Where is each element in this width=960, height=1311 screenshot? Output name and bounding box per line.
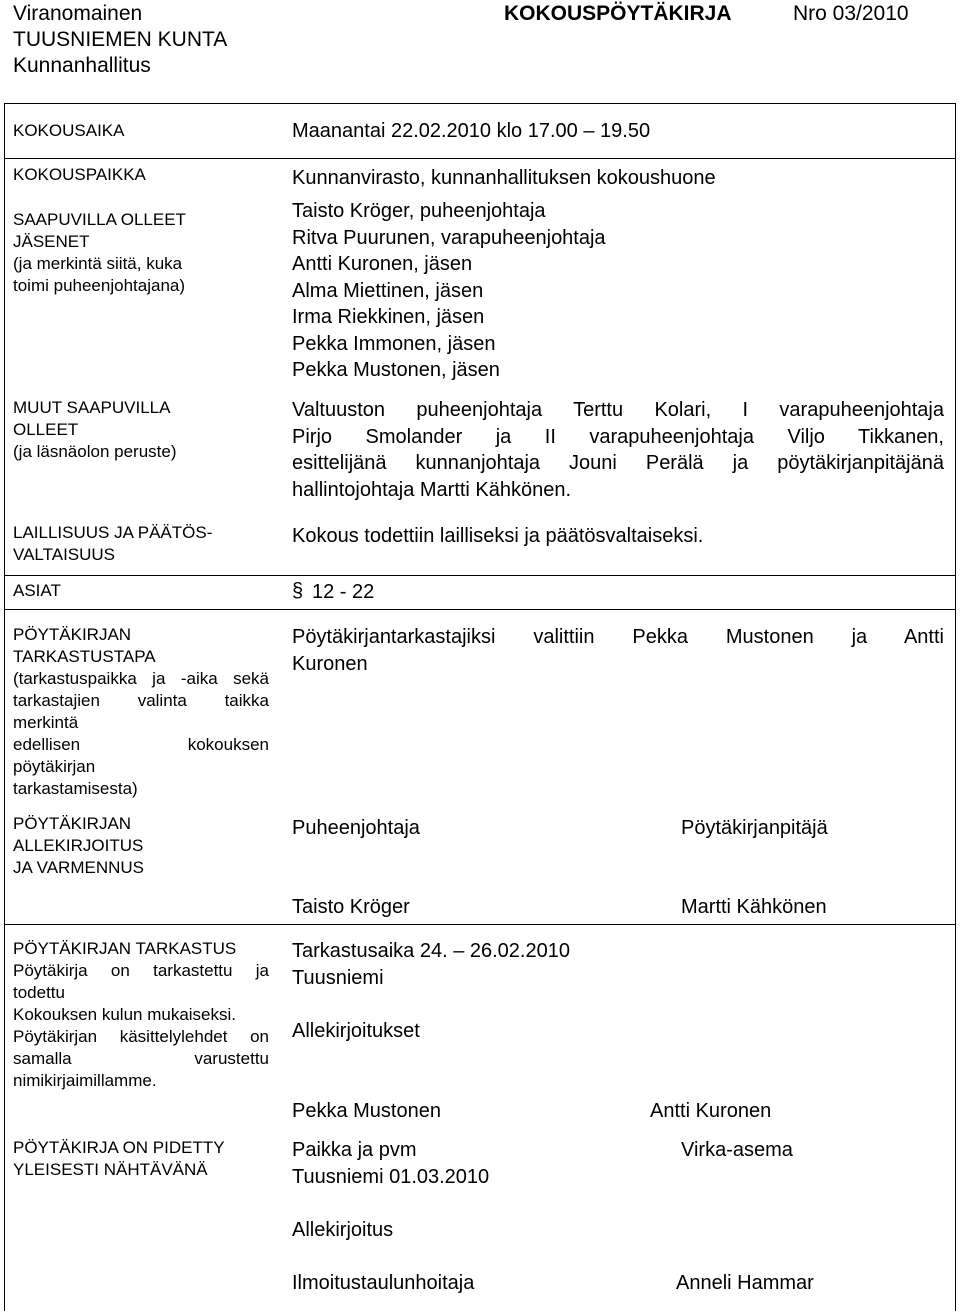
public-display-label-line: YLEISESTI NÄHTÄVÄNÄ xyxy=(13,1160,208,1179)
member-item: Alma Miettinen, jäsen xyxy=(292,279,484,302)
member-item: Ritva Puurunen, varapuheenjohtaja xyxy=(292,226,606,249)
position-label: Virka-asema xyxy=(681,1139,793,1161)
chair-name: Taisto Kröger xyxy=(292,896,410,918)
reviewer-2-name: Antti Kuronen xyxy=(650,1100,772,1122)
review-method-text-line: Kuronen xyxy=(292,652,368,675)
signature-label: Allekirjoitus xyxy=(292,1219,394,1241)
secretary-name: Martti Kähkönen xyxy=(681,896,827,918)
member-item: Antti Kuronen, jäsen xyxy=(292,253,473,275)
others-label-line: (ja läsnäolon peruste) xyxy=(13,442,177,461)
members-label xyxy=(13,209,186,297)
others-label xyxy=(13,397,176,463)
meeting-time-value: Maanantai 22.02.2010 klo 17.00 – 19.50 xyxy=(292,120,651,142)
others-text-line: esittelijänä kunnanjohtaja Jouni Perälä ja pöytäkirjanpitäjänä xyxy=(292,452,944,474)
member-item: Pekka Mustonen, jäsen xyxy=(292,359,500,381)
place-date-value: Tuusniemi 01.03.2010 xyxy=(292,1166,490,1188)
meeting-time-label: KOKOUSAIKA xyxy=(13,121,125,140)
legality-label xyxy=(13,522,212,566)
review-method-label-line: tarkastamisesta) xyxy=(13,779,138,798)
signing-label-line: JA VARMENNUS xyxy=(13,858,144,877)
board-keeper-title: Ilmoitustaulunhoitaja xyxy=(292,1272,475,1294)
board-name: Kunnanhallitus xyxy=(13,54,151,77)
review-label-line: Kokouksen kulun mukaiseksi. xyxy=(13,1005,237,1024)
review-method-label-line: tarkastajien valinta taikka xyxy=(13,691,269,710)
member-item: Irma Riekkinen, jäsen xyxy=(292,306,485,328)
members-label-line: SAAPUVILLA OLLEET xyxy=(13,210,186,229)
divider-items xyxy=(4,609,956,610)
member-item: Taisto Kröger, puheenjohtaja xyxy=(292,200,546,222)
others-text-line: hallintojohtaja Martti Kähkönen. xyxy=(292,478,572,501)
signing-label-line: ALLEKIRJOITUS xyxy=(13,836,144,855)
others-label-line: OLLEET xyxy=(13,420,79,439)
divider-time xyxy=(4,158,956,159)
place-date-label: Paikka ja pvm xyxy=(292,1139,417,1161)
document-type: KOKOUSPÖYTÄKIRJA xyxy=(504,2,732,25)
others-label-line: MUUT SAAPUVILLA xyxy=(13,398,171,417)
review-time: Tarkastusaika 24. – 26.02.2010 xyxy=(292,940,570,962)
review-method-label-line: PÖYTÄKIRJAN xyxy=(13,625,132,644)
members-label-line: toimi puheenjohtajana) xyxy=(13,276,186,295)
review-label-line: samalla varustettu xyxy=(13,1049,269,1068)
signatures-label: Allekirjoitukset xyxy=(292,1020,420,1042)
others-text-line: Valtuuston puheenjohtaja Terttu Kolari, I varapuheenjohtaja xyxy=(292,399,944,421)
review-method-label-line: TARKASTUSTAPA xyxy=(13,647,156,666)
frame-right-line xyxy=(955,103,956,1311)
review-method-label-line: merkintä xyxy=(13,713,79,732)
legality-label-line: VALTAISUUS xyxy=(13,545,116,564)
meeting-place-value: Kunnanvirasto, kunnanhallituksen kokoushuone xyxy=(292,167,716,189)
municipality-name: TUUSNIEMEN KUNTA xyxy=(13,28,228,51)
others-text xyxy=(292,397,944,503)
review-place: Tuusniemi xyxy=(292,967,384,989)
members-list xyxy=(292,198,606,384)
review-method-label xyxy=(13,624,269,800)
review-label xyxy=(13,938,269,1092)
review-label-line: PÖYTÄKIRJAN TARKASTUS xyxy=(13,939,237,958)
signing-label xyxy=(13,813,144,879)
chair-title: Puheenjohtaja xyxy=(292,817,420,839)
section-sign-icon: § xyxy=(292,580,304,602)
public-display-label xyxy=(13,1137,225,1181)
divider-signing xyxy=(4,924,956,925)
review-label-line: nimikirjaimillamme. xyxy=(13,1071,157,1090)
secretary-title: Pöytäkirjanpitäjä xyxy=(681,817,828,839)
review-label-line: Pöytäkirja on tarkastettu ja xyxy=(13,961,269,980)
authority-label: Viranomainen xyxy=(13,2,143,25)
divider-legality xyxy=(4,575,956,576)
frame-left-line xyxy=(4,103,5,1311)
frame-top-line xyxy=(4,103,956,104)
review-label-line: todettu xyxy=(13,983,65,1002)
document-number: Nro 03/2010 xyxy=(793,2,909,25)
board-keeper-name: Anneli Hammar xyxy=(676,1272,814,1294)
review-method-text-line: Pöytäkirjantarkastajiksi valittiin Pekka Mustonen ja Antti xyxy=(292,626,944,648)
review-method-label-line: edellisen kokouksen xyxy=(13,735,269,754)
public-display-label-line: PÖYTÄKIRJA ON PIDETTY xyxy=(13,1138,225,1157)
review-method-label-line: (tarkastuspaikka ja -aika sekä xyxy=(13,669,269,688)
items-range: 12 - 22 xyxy=(312,581,375,603)
members-label-line: (ja merkintä siitä, kuka xyxy=(13,254,183,273)
legality-text: Kokous todettiin lailliseksi ja päätösvaltaiseksi. xyxy=(292,525,704,547)
reviewer-1-name: Pekka Mustonen xyxy=(292,1100,441,1122)
items-label: ASIAT xyxy=(13,581,61,600)
others-text-line: Pirjo Smolander ja II varapuheenjohtaja Viljo Tikkanen, xyxy=(292,425,944,448)
meeting-place-label: KOKOUSPAIKKA xyxy=(13,165,146,184)
signing-label-line: PÖYTÄKIRJAN xyxy=(13,814,132,833)
member-item: Pekka Immonen, jäsen xyxy=(292,332,496,355)
review-method-text xyxy=(292,624,944,677)
legality-label-line: LAILLISUUS JA PÄÄTÖS- xyxy=(13,523,213,542)
review-label-line: Pöytäkirjan käsittelylehdet on xyxy=(13,1027,269,1046)
review-method-label-line: pöytäkirjan xyxy=(13,757,96,776)
members-label-line: JÄSENET xyxy=(13,232,90,251)
